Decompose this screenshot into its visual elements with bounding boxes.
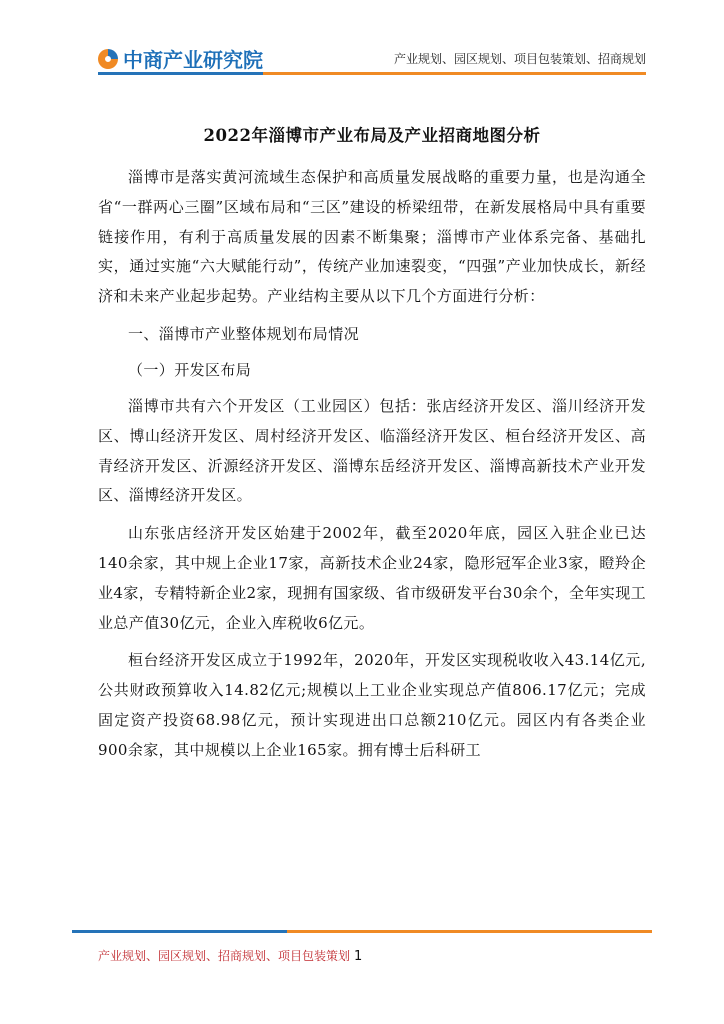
footer-divider-orange [287, 930, 652, 933]
section-heading: 一、淄博市产业整体规划布局情况 [128, 324, 360, 343]
header-divider-orange [263, 72, 646, 75]
footer-tagline: 产业规划、园区规划、招商规划、项目包装策划 [98, 949, 351, 963]
footer-divider-blue [72, 930, 287, 933]
header-divider-blue [98, 72, 278, 75]
huantai-paragraph: 桓台经济开发区成立于1992年，2020年，开发区实现税收收入43.14亿元,公共财政预算收入14.82亿元;规模以上工业企业实现总产值806.17亿元；完成固定资产投资68.98亿元，预计实现进出口总额210亿元。园区内有各类企业900余家，其中规模以上企业165家。拥有博士后科研工 [98, 651, 646, 759]
subsection-heading: （一）开发区布局 [128, 360, 252, 379]
header-tagline: 产业规划、园区规划、项目包装策划、招商规划 [393, 52, 646, 66]
document-body [98, 122, 646, 774]
page-header [0, 0, 724, 90]
logo-icon [96, 47, 120, 71]
header-divider [98, 72, 646, 76]
intro-paragraph: 淄博市是落实黄河流域生态保护和高质量发展战略的重要力量，也是沟通全省“一群两心三圈”区域布局和“三区”建设的桥梁纽带，在新发展格局中具有重要链接作用，有利于高质量发展的因素不断集聚；淄博市产业体系完备、基础扎实，通过实施“六大赋能行动”，传统产业加速裂变，“四强”产业加快成长，新经济和未来产业起步起势。产业结构主要从以下几个方面进行分析： [98, 168, 646, 306]
logo-text: 中商产业研究院 [123, 48, 263, 72]
page-number: 1 [354, 949, 363, 964]
company-logo [96, 44, 263, 73]
zones-paragraph: 淄博市共有六个开发区（工业园区）包括：张店经济开发区、淄川经济开发区、博山经济开发区、周村经济开发区、临淄经济开发区、桓台经济开发区、高青经济开发区、沂源经济开发区、淄博东岳经济开发区、淄博高新技术产业开发区、淄博经济开发区。 [98, 396, 646, 505]
footer-divider [72, 930, 652, 934]
page-footer [0, 930, 724, 990]
zhangdian-paragraph: 山东张店经济开发区始建于2002年，截至2020年底，园区入驻企业已达140余家，其中规上企业17家，高新技术企业24家，隐形冠军企业3家，瞪羚企业4家，专精特新企业2家，现拥有国家级、省市级研发平台30余个，全年实现工业总产值30亿元，企业入库税收6亿元。 [98, 524, 646, 632]
footer-text [98, 947, 362, 964]
document-title: 2022年淄博市产业布局及产业招商地图分析 [203, 126, 541, 145]
